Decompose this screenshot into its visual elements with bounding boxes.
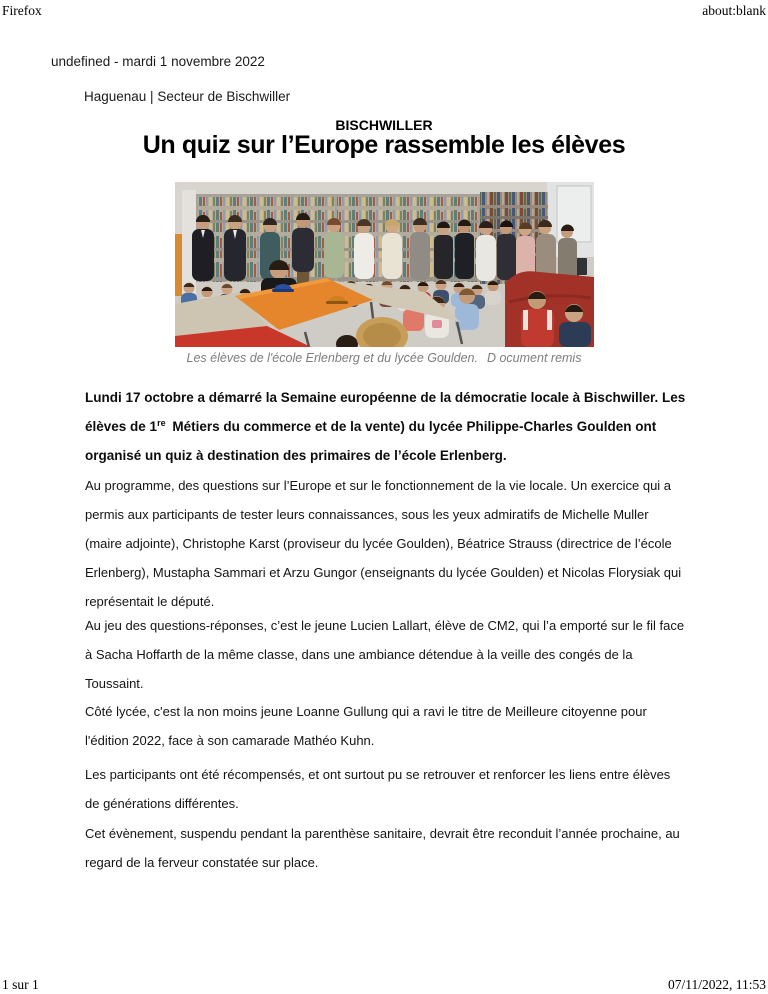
print-header-app-name: Firefox — [2, 3, 42, 18]
article-title: Un quiz sur l’Europe rassemble les élèves — [142, 131, 626, 159]
article-photo — [175, 182, 594, 347]
print-header-url: about:blank — [702, 3, 766, 18]
article-dateline: undefined - mardi 1 novembre 2022 — [51, 54, 265, 69]
article-intro — [85, 383, 686, 470]
article-paragraph-2: Au jeu des questions-réponses, c’est le jeune Lucien Lallart, élève de CM2, qui l’a emporté sur le fil face à Sacha Hoffarth de la même classe, dans une ambiance détendue à la veille des congés de la Toussaint. — [85, 618, 685, 691]
article-kicker: BISCHWILLER — [335, 117, 433, 133]
print-footer — [2, 977, 766, 993]
intro-text-after-sup: Métiers du commerce et de la vente) du lycée Philippe-Charles Goulden ont organisé un quiz à destination des primaires de l’école Erlenberg. — [85, 419, 657, 463]
print-header — [2, 3, 766, 19]
article-paragraph-3: Côté lycée, c'est la non moins jeune Loanne Gullung qui a ravi le titre de Meilleure citoyenne pour l'édition 2022, face à son camarade Mathéo Kuhn. — [85, 704, 647, 748]
photo-caption — [0, 351, 768, 365]
photo-caption-text: Les élèves de l'école Erlenberg et du lycée Goulden. — [186, 351, 478, 365]
intro-text-before-sup: Lundi 17 octobre a démarré la Semaine européenne de la démocratie locale à Bischwiller. Les élèves de 1 — [85, 390, 686, 434]
print-footer-page-count: 1 sur 1 — [2, 977, 39, 992]
article-paragraph-5: Cet évènement, suspendu pendant la parenthèse sanitaire, devrait être reconduit l’année prochaine, au regard de la ferveur constatée sur place. — [85, 826, 680, 870]
article-section-breadcrumb: Haguenau | Secteur de Bischwiller — [84, 89, 291, 104]
print-footer-datetime: 07/11/2022, 11:53 — [667, 977, 766, 992]
article-paragraph-1: Au programme, des questions sur l’Europe et sur le fonctionnement de la vie locale. Un exercice qui a permis aux participants de tester leurs connaissances, sous les yeux admiratifs de Michelle Muller (maire adjointe), Christophe Karst (proviseur du lycée Goulden), Béatrice Strauss (directrice de l’école Erlenberg), Mustapha Sammari et Arzu Gungor (enseignants du lycée Goulden) et Nicolas Florysiak qui représentait le député. — [85, 478, 682, 609]
article-photo-illustration — [175, 182, 594, 347]
article-paragraph-4: Les participants ont été récompensés, et ont surtout pu se retrouver et renforcer les liens entre élèves de générations différentes. — [85, 767, 671, 811]
photo-couch-group — [505, 271, 594, 347]
photo-credit: D ocument remis — [486, 351, 582, 365]
intro-ordinal-sup: re — [157, 417, 166, 428]
